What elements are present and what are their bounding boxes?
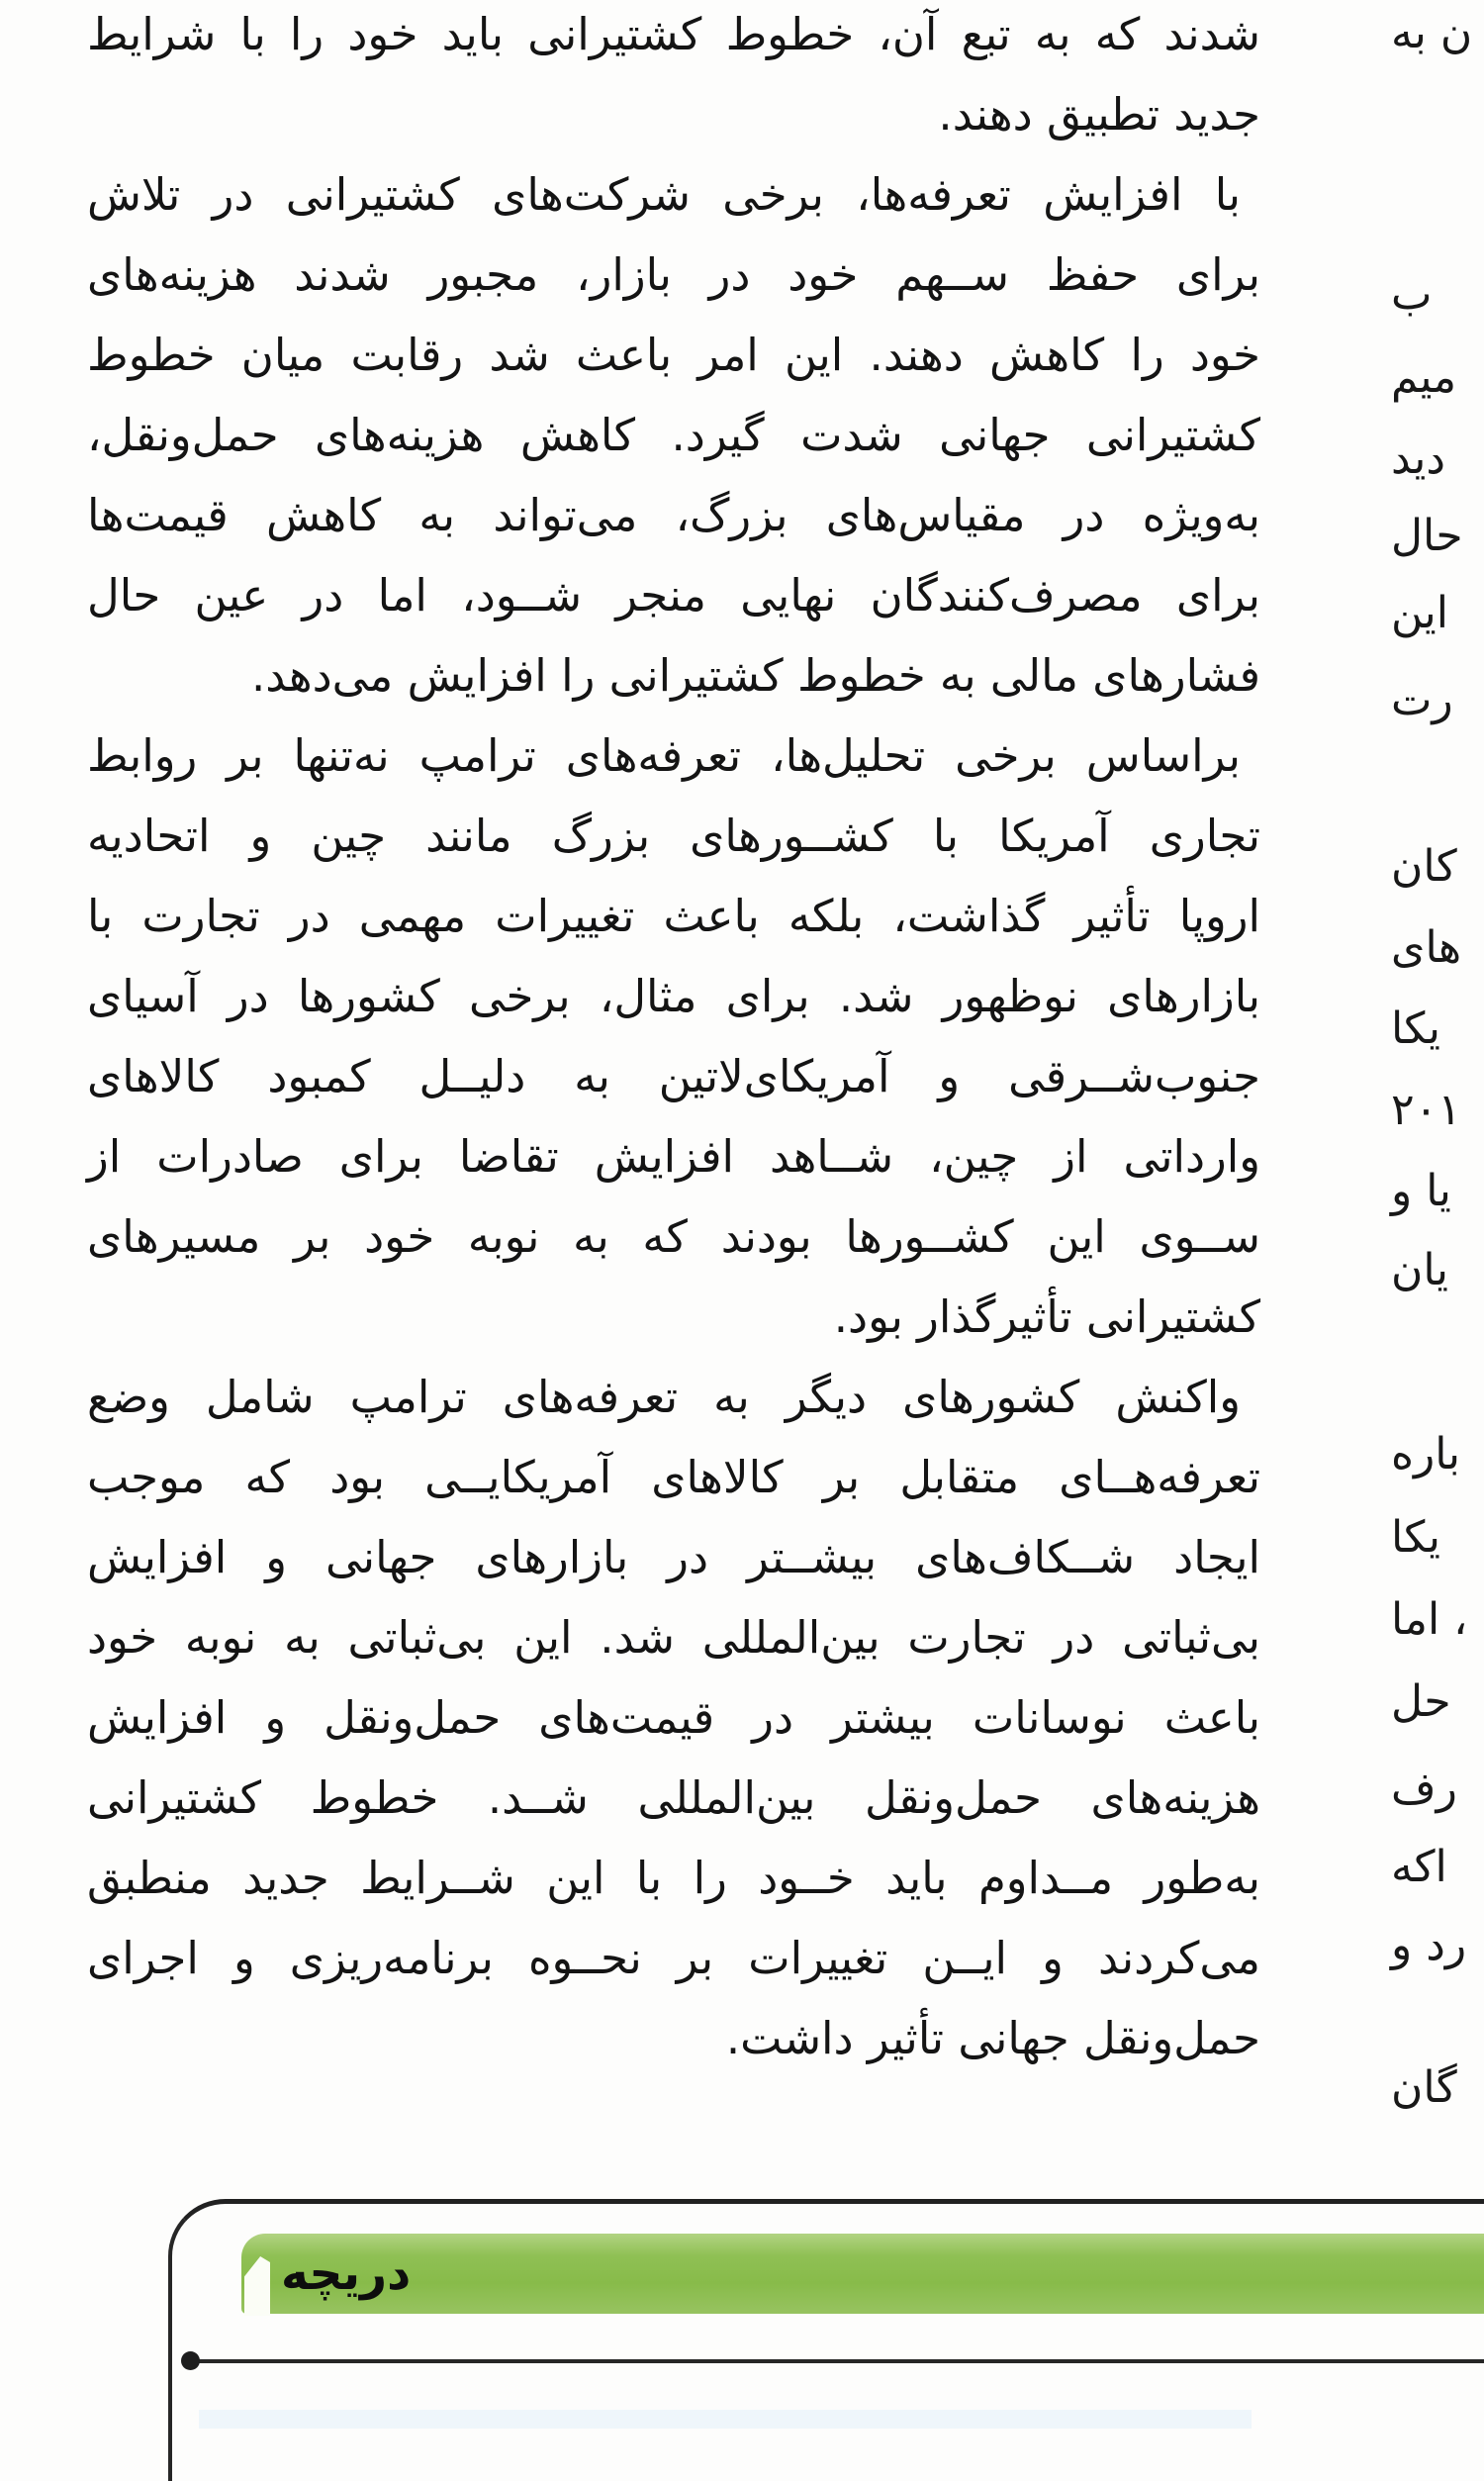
text-line: هزینه‌های حمل‌ونقل بین‌المللی شــد. خطوط کشتیرانی xyxy=(87,1771,1260,1824)
text-line: وارداتی از چین، شــاهد افزایش تقاضا برای صادرات از xyxy=(87,1130,1260,1183)
text-line: خود را کاهش دهند. این امر باعث شد رقابت میان خطوط xyxy=(87,329,1260,381)
column-fragment: حل xyxy=(1391,1676,1451,1727)
text-line: ایجاد شــکاف‌های بیشــتر در بازارهای جهانی و افزایش xyxy=(87,1531,1260,1583)
text-line: جدید تطبیق دهند. xyxy=(938,88,1260,141)
column-fragment: ن به xyxy=(1391,8,1473,58)
text-line: به‌طور مــداوم باید خــود را با این شــرایط جدید منطبق xyxy=(87,1852,1260,1904)
daricheh-title: دریچه xyxy=(281,2246,412,2301)
column-fragment: ۲۰۱ xyxy=(1391,1085,1461,1135)
text-line: براساس برخی تحلیل‌ها، تعرفه‌های ترامپ نه‌تنها بر روابط xyxy=(87,729,1241,782)
column-fragment: میم xyxy=(1391,352,1457,403)
column-fragment: باره xyxy=(1391,1429,1460,1479)
column-fragment: گان xyxy=(1391,2062,1457,2113)
text-line: اروپا تأثیر گذاشت، بلکه باعث تغییرات مهمی در تجارت با xyxy=(87,890,1260,942)
column-fragment: یان xyxy=(1391,1245,1448,1295)
text-line: فشارهای مالی به خطوط کشتیرانی را افزایش می‌دهد. xyxy=(250,649,1260,702)
column-fragment: رد و xyxy=(1391,1920,1467,1970)
text-line: برای مصرف‌کنندگان نهایی منجر شــود، اما در عین حال xyxy=(87,569,1260,621)
text-line: شدند که به تبع آن، خطوط کشتیرانی باید خود را با شرایط xyxy=(87,8,1260,60)
column-fragment: ب xyxy=(1391,269,1433,320)
text-line: کشتیرانی تأثیرگذار بود. xyxy=(833,1290,1260,1343)
bullet-rule-line xyxy=(184,2359,1484,2363)
text-line: ســوی این کشــورها بودند که به نوبه خود بر مسیرهای xyxy=(87,1210,1260,1263)
column-fragment: ، اما xyxy=(1391,1594,1468,1645)
column-fragment: حال xyxy=(1391,511,1463,561)
column-fragment: رت xyxy=(1391,675,1453,725)
text-line: بازارهای نوظهور شد. برای مثال، برخی کشورها در آسیای xyxy=(87,970,1260,1022)
column-fragment: های xyxy=(1391,922,1462,973)
column-fragment: کان xyxy=(1391,841,1457,892)
text-line: برای حفظ ســهم خود در بازار، مجبور شدند هزینه‌های xyxy=(87,248,1260,301)
text-line: کشتیرانی جهانی شدت گیرد. کاهش هزینه‌های حمل‌ونقل، xyxy=(87,409,1260,461)
text-line: به‌ویژه در مقیاس‌های بزرگ، می‌تواند به کاهش قیمت‌ها xyxy=(87,489,1260,541)
text-line: تعرفه‌هــای متقابل بر کالاهای آمریکایــی بود که موجب xyxy=(87,1451,1260,1503)
text-line: با افزایش تعرفه‌ها، برخی شرکت‌های کشتیرانی در تلاش xyxy=(87,168,1241,221)
column-fragment: دید xyxy=(1391,433,1445,484)
column-fragment: اکه xyxy=(1391,1842,1447,1892)
text-line: تجاری آمریکا با کشــورهای بزرگ مانند چین و اتحادیه xyxy=(87,810,1260,862)
text-line: بی‌ثباتی در تجارت بین‌المللی شد. این بی‌ثباتی به نوبه خود xyxy=(87,1611,1260,1664)
column-fragment: یکا xyxy=(1391,1512,1440,1563)
column-fragment: یکا xyxy=(1391,1003,1440,1054)
bullet-dot-icon xyxy=(181,2351,200,2370)
column-fragment: رف xyxy=(1391,1764,1457,1814)
text-line: حمل‌ونقل جهانی تأثیر داشت. xyxy=(725,2012,1260,2064)
text-line: واکنش کشورهای دیگر به تعرفه‌های ترامپ شامل وضع xyxy=(87,1371,1241,1423)
article-text-column xyxy=(87,0,1260,2078)
column-fragment: این xyxy=(1391,588,1448,638)
bottom-highlight-strip xyxy=(199,2410,1252,2429)
text-line: می‌کردند و ایــن تغییرات بر نحــوه برنامه‌ریزی و اجرای xyxy=(87,1932,1260,1984)
text-line: جنوب‌شــرقی و آمریکای‌لاتین به دلیــل کمبود کالاهای xyxy=(87,1050,1260,1102)
text-line: باعث نوسانات بیشتر در قیمت‌های حمل‌ونقل و افزایش xyxy=(87,1691,1260,1744)
column-fragment: یا و xyxy=(1391,1166,1451,1216)
